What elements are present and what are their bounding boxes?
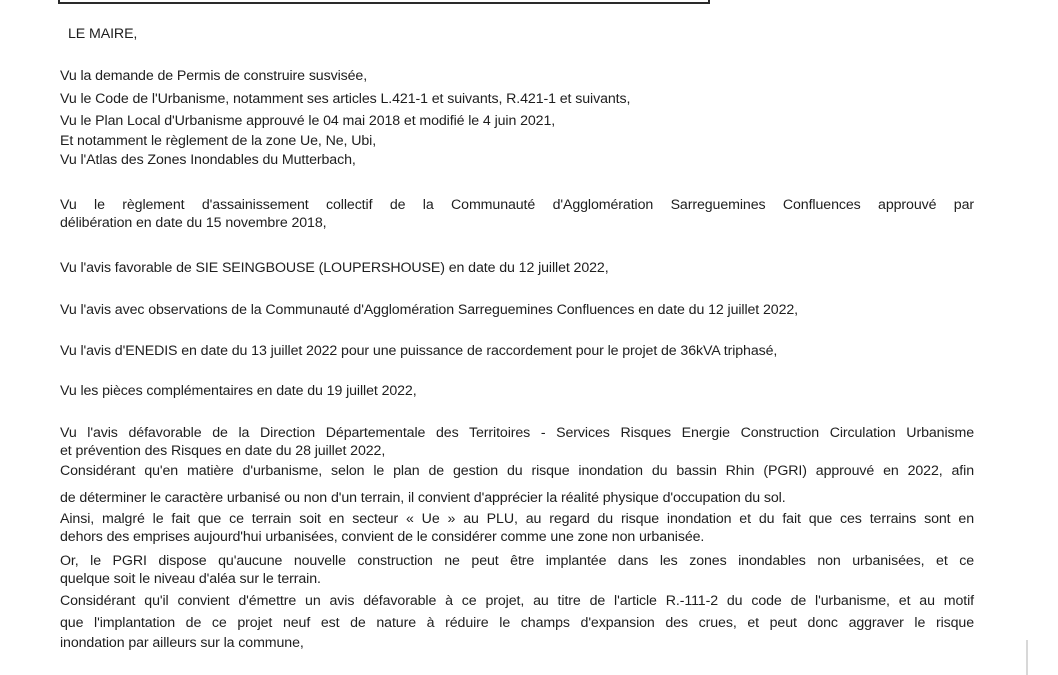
avis-sie: Vu l'avis favorable de SIE SEINGBOUSE (LOUPERSHOUSE) en date du 12 juillet 2022,	[60, 260, 609, 276]
ddt-line: Ainsi, malgré le fait que ce terrain soit en secteur « Ue » au PLU, au regard du risque inondation et du fait que ces terrains sont en	[60, 511, 974, 527]
ddt-line: Considérant qu'en matière d'urbanisme, selon le plan de gestion du risque inondation du bassin Rhin (PGRI) approuvé en 2022, afin	[60, 463, 974, 479]
ddt-line: Or, le PGRI dispose qu'aucune nouvelle construction ne peut être implantée dans les zones inondables non urbanisées, et ce	[60, 553, 974, 569]
avis-casc: Vu l'avis avec observations de la Communauté d'Agglomération Sarreguemines Confluences en date du 12 juillet 2022,	[60, 302, 798, 318]
visa-line: Vu l'Atlas des Zones Inondables du Mutterbach,	[60, 152, 356, 168]
ddt-line: Vu l'avis défavorable de la Direction Départementale des Territoires - Services Risques Energie Construction Circulation Urbanisme	[60, 425, 974, 441]
visa-line: Et notamment le règlement de la zone Ue, Ne, Ubi,	[60, 133, 377, 149]
assainissement-line: délibération en date du 15 novembre 2018,	[60, 215, 327, 231]
document-title: LE MAIRE,	[68, 26, 138, 42]
ddt-line: quelque soit le niveau d'aléa sur le terrain.	[60, 571, 321, 587]
visa-line: Vu la demande de Permis de construire susvisée,	[60, 68, 368, 84]
ddt-line: Considérant qu'il convient d'émettre un avis défavorable à ce projet, au titre de l'article R.-111-2 du code de l'urbanisme, et au motif	[60, 593, 974, 609]
scan-edge-mark	[1026, 640, 1028, 675]
avis-enedis: Vu l'avis d'ENEDIS en date du 13 juillet 2022 pour une puissance de raccordement pour le projet de 36kVA triphasé,	[60, 343, 778, 359]
ddt-line: inondation par ailleurs sur la commune,	[60, 635, 304, 651]
ddt-line: dehors des emprises aujourd'hui urbanisées, convient de le considérer comme une zone non urbanisée.	[60, 529, 705, 545]
avis-pieces: Vu les pièces complémentaires en date du 19 juillet 2022,	[60, 383, 417, 399]
ddt-line: et prévention des Risques en date du 28 juillet 2022,	[60, 443, 386, 459]
visa-line: Vu le Plan Local d'Urbanisme approuvé le 04 mai 2018 et modifié le 4 juin 2021,	[60, 113, 556, 129]
ddt-line: que l'implantation de ce projet neuf est de nature à réduire le champs d'expansion des crues, et peut donc aggraver le risque	[60, 615, 974, 631]
assainissement-line: Vu le règlement d'assainissement collectif de la Communauté d'Agglomération Sarreguemines Confluences approuvé par	[60, 197, 974, 213]
ddt-line: de déterminer le caractère urbanisé ou non d'un terrain, il convient d'apprécier la réalité physique d'occupation du sol.	[60, 490, 786, 506]
visa-line: Vu le Code de l'Urbanisme, notamment ses articles L.421-1 et suivants, R.421-1 et suivants,	[60, 91, 631, 107]
header-box-border	[58, 0, 710, 4]
